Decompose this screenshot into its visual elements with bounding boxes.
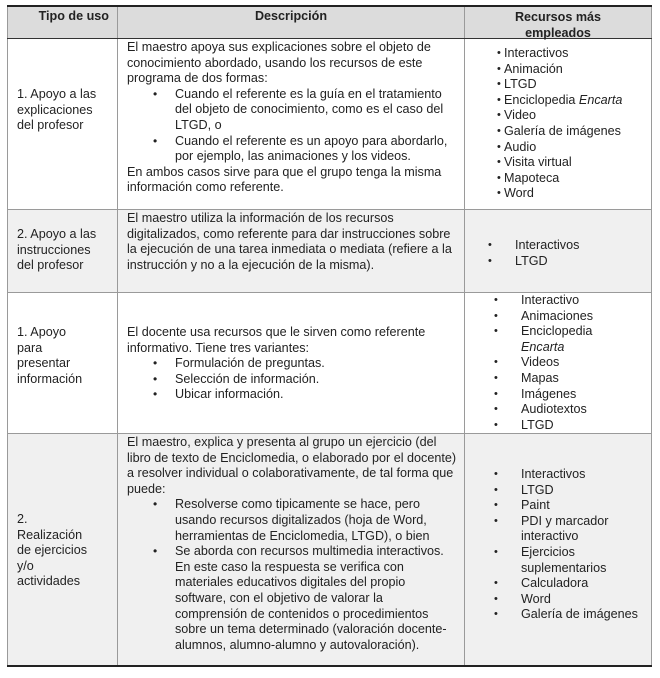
list-item: • Interactivos xyxy=(497,46,622,62)
list-item: • LTGD xyxy=(497,77,622,93)
list-item: • Mapas xyxy=(494,371,644,387)
list-item: • Calculadora xyxy=(494,576,644,592)
resources-list xyxy=(497,46,622,202)
list-item: • Interactivos xyxy=(494,467,644,483)
list-item: • Cuando el referente es la guía en el tratamiento del objeto de conocimiento, como es el caso del LTGD, o xyxy=(127,87,458,134)
list-item: • Galería de imágenes xyxy=(494,607,644,623)
list-item: • Formulación de preguntas. xyxy=(127,356,458,372)
list-item: • Animación xyxy=(497,62,622,78)
resources-list xyxy=(488,238,579,269)
list-item: • Se aborda con recursos multimedia interactivos. En este caso la respuesta se verifica con materiales educativos digitales del propio software, con el objetivo de valorar la comprensión de contenidos o procedimientos sobre un tema determinado (valoración docente-alumnos, alumno-alumno y autovaloración). xyxy=(127,544,458,653)
header-tipo-de-uso: Tipo de uso xyxy=(7,7,117,38)
list-item: • LTGD xyxy=(494,483,644,499)
recursos-cell xyxy=(464,210,652,292)
list-item: • Ejercicios suplementarios xyxy=(494,545,644,576)
list-item: • Word xyxy=(497,186,622,202)
table-row xyxy=(7,293,652,434)
list-item: • Videos xyxy=(494,355,644,371)
recursos-cell xyxy=(464,434,652,665)
list-item: • Selección de información. xyxy=(127,372,458,388)
list-item: • Interactivo xyxy=(494,293,644,309)
table-row xyxy=(7,39,652,210)
list-item: • Resolverse como tipicamente se hace, pero usando recursos digitalizados (hoja de Word, herramientas de Enciclomedia, LTGD), o bien xyxy=(127,497,458,544)
descripcion-cell: El maestro utiliza la información de los recursos digitalizados, como referente para dar instrucciones sobre la ejecución de una tarea inmediata o mediata (refiere a la instrucción y no a la ejecución de la misma). xyxy=(117,210,464,292)
tipo-de-uso-cell: 1. Apoyo para presentar información xyxy=(7,293,117,433)
descripcion-cell: El maestro, explica y presenta al grupo un ejercicio (del libro de texto de Enciclomedia, o elaborado por el docente) a resolver individual o colaborativamente, de tal forma que puede: • Resolverse como tipicamente se hace, pero usando recursos digitalizados (hoja de Word, herramientas de Enciclomedia, LTGD), o bien • Se aborda con recursos multimedia interactivos. En este caso la respuesta se verifica con materiales educativos digitales del propio software, con el objetivo de valorar la comprensión de contenidos o procedimientos sobre un tema determinado (valoración docente-alumnos, alumno-alumno y autovaloración). xyxy=(117,434,464,665)
description-bullets xyxy=(127,497,458,653)
list-item: • Ubicar información. xyxy=(127,387,458,403)
descripcion-cell: El maestro apoya sus explicaciones sobre el objeto de conocimiento abordado, usando los recursos de este programa de dos formas: • Cuando el referente es la guía en el tratamiento del objeto de conocimiento, como es el caso del LTGD, o • Cuando el referente es un apoyo para abordarlo, por ejemplo, las animaciones y los videos. En ambos casos sirve para que el grupo tenga la misma información como referente. xyxy=(117,39,464,209)
descripcion-cell: El docente usa recursos que le sirven como referente informativo. Tiene tres variantes: • Formulación de preguntas. • Selección de información. • Ubicar información. xyxy=(117,293,464,433)
list-item: • LTGD xyxy=(494,418,644,434)
list-item: • Interactivos xyxy=(488,238,579,254)
table-row xyxy=(7,434,652,667)
list-item: • Audiotextos xyxy=(494,402,644,418)
header-descripcion: Descripción xyxy=(117,7,464,38)
tipo-de-uso-cell: 1. Apoyo a las explicaciones del profesor xyxy=(7,39,117,209)
list-item: • Enciclopedia Encarta xyxy=(497,93,622,109)
tipo-de-uso-cell: 2. Apoyo a las instrucciones del profesor xyxy=(7,210,117,292)
table-header xyxy=(7,5,652,39)
resources-list xyxy=(494,467,644,623)
tipo-de-uso-cell: 2. Realización de ejercicios y/o actividades xyxy=(7,434,117,665)
list-item: • PDI y marcador interactivo xyxy=(494,514,644,545)
list-item: • Enciclopedia Encarta xyxy=(494,324,644,355)
list-item: • Paint xyxy=(494,498,644,514)
list-item: • Word xyxy=(494,592,644,608)
resources-list xyxy=(494,293,644,433)
recursos-cell xyxy=(464,293,652,433)
list-item: • Cuando el referente es un apoyo para abordarlo, por ejemplo, las animaciones y los videos. xyxy=(127,134,458,165)
list-item: • Visita virtual xyxy=(497,155,622,171)
recursos-cell xyxy=(464,39,652,209)
list-item: • Video xyxy=(497,108,622,124)
description-bullets xyxy=(127,87,458,165)
list-item: • Audio xyxy=(497,140,622,156)
header-recursos: Recursos más empleados xyxy=(464,7,652,38)
description-bullets xyxy=(127,356,458,403)
list-item: • Imágenes xyxy=(494,387,644,403)
table-row xyxy=(7,210,652,293)
list-item: • Animaciones xyxy=(494,309,644,325)
list-item: • Mapoteca xyxy=(497,171,622,187)
list-item: • Galería de imágenes xyxy=(497,124,622,140)
list-item: • LTGD xyxy=(488,254,579,270)
